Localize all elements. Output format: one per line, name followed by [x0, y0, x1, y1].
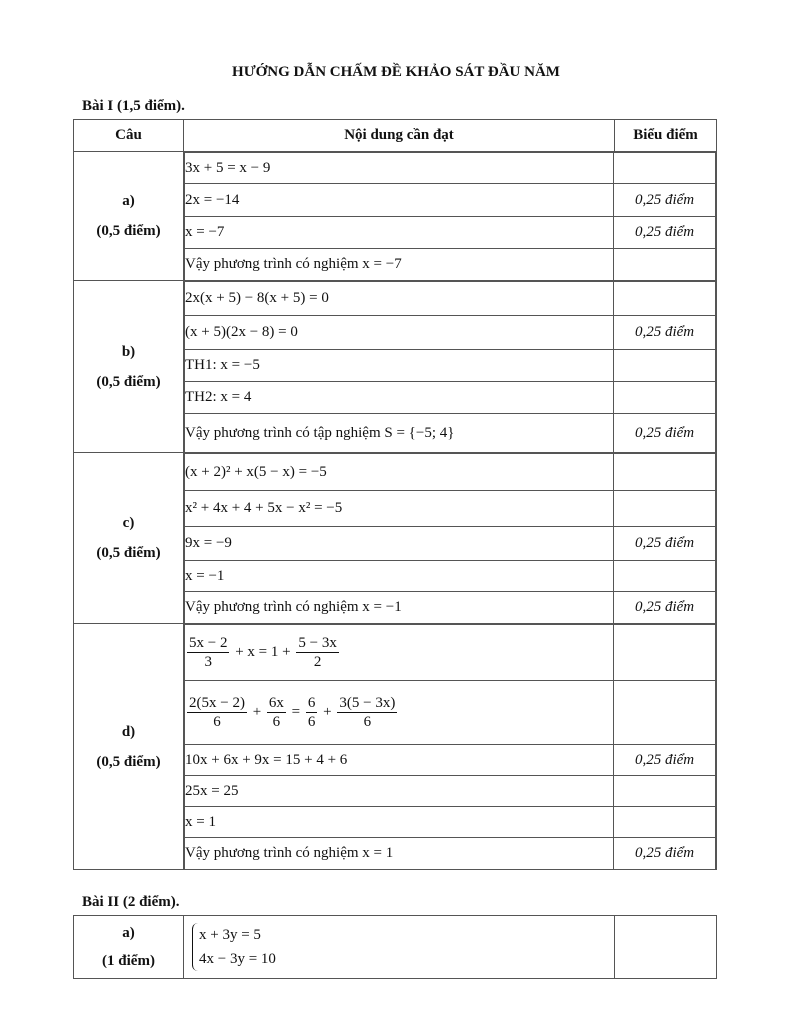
step-row — [185, 561, 716, 592]
question-d-steps — [184, 624, 716, 869]
step-row — [185, 527, 716, 561]
step-content: Vậy phương trình có tập nghiệm S = {−5; 4} — [185, 414, 614, 453]
question-label: a) — [122, 193, 135, 209]
equation-text: + x = 1 + — [235, 643, 291, 660]
step-row — [185, 350, 716, 382]
header-noi-dung: Nội dung cần đạt — [184, 120, 615, 152]
step-score: 0,25 điểm — [614, 745, 716, 776]
step-content: 2x = −14 — [185, 184, 614, 217]
fraction: $\frac{5 - 3x}{2}$ — [298, 635, 337, 670]
step-content: (x + 5)(2x − 8) = 0 — [185, 316, 614, 350]
step-score: 0,25 điểm — [614, 316, 716, 350]
step-row — [185, 249, 716, 281]
step-row — [185, 776, 716, 807]
score-cell — [615, 916, 717, 979]
step-content: x = −7 — [185, 217, 614, 249]
step-score: 0,25 điểm — [614, 592, 716, 624]
question-b-row — [74, 281, 717, 453]
step-score — [614, 491, 716, 527]
question-a-row — [74, 916, 717, 979]
section-heading-bai2: Bài II (2 điểm). — [82, 894, 180, 910]
step-content: Vậy phương trình có nghiệm x = −7 — [185, 249, 614, 281]
step-score — [614, 561, 716, 592]
question-label: a) — [122, 925, 135, 941]
equation-system-cell — [184, 916, 615, 979]
step-content — [185, 625, 614, 681]
equation-system — [192, 923, 276, 971]
step-content: x = 1 — [185, 807, 614, 838]
question-a-steps — [184, 152, 716, 280]
question-label: d) — [121, 723, 136, 740]
step-row — [185, 838, 716, 870]
fraction: $\frac{5x - 2}{3}$ — [189, 635, 228, 670]
step-score: 0,25 điểm — [614, 527, 716, 561]
step-row — [185, 282, 716, 316]
question-b-label — [74, 281, 184, 453]
bai2-table — [73, 915, 717, 979]
question-points: (0,5 điểm) — [96, 753, 161, 770]
question-points: (1 điểm) — [102, 953, 155, 969]
step-content: x = −1 — [185, 561, 614, 592]
step-content: 3x + 5 = x − 9 — [185, 153, 614, 184]
step-row — [185, 454, 716, 491]
fraction: $\frac{3(5 - 3x)}{6}$ — [339, 695, 396, 730]
question-d-row — [74, 624, 717, 870]
question-b-steps — [184, 281, 716, 452]
question-points: (0,5 điểm) — [96, 545, 161, 561]
header-bieu-diem: Biểu điểm — [615, 120, 717, 152]
step-score — [614, 350, 716, 382]
bai2-question-a-label — [74, 916, 184, 979]
question-a-label — [74, 152, 184, 281]
step-content: TH2: x = 4 — [185, 382, 614, 414]
question-c-label — [74, 453, 184, 624]
step-score — [614, 382, 716, 414]
question-c-steps — [184, 453, 716, 623]
step-content: $\frac{2(5x - 2)}{6}$ + $\frac{6x}{6}$ = $\frac{6}{6}$ + $\frac{3(5 - 3x)}{6}$ — [185, 681, 614, 745]
step-row — [185, 807, 716, 838]
step-row — [185, 217, 716, 249]
question-a-row — [74, 152, 717, 281]
system-equation: x + 3y = 5 — [199, 927, 261, 943]
step-row — [185, 382, 716, 414]
step-content: 25x = 25 — [185, 776, 614, 807]
header-cau: Câu — [74, 120, 184, 152]
step-row — [185, 745, 716, 776]
step-row — [185, 184, 716, 217]
step-row — [185, 153, 716, 184]
step-row — [185, 592, 716, 624]
question-points: (0,5 điểm) — [96, 223, 161, 239]
step-content: Vậy phương trình có nghiệm x = 1 — [185, 838, 614, 870]
step-content: 10x + 6x + 9x = 15 + 4 + 6 — [185, 745, 614, 776]
step-row — [185, 681, 716, 745]
step-row — [185, 491, 716, 527]
step-content: Vậy phương trình có nghiệm x = −1 — [185, 592, 614, 624]
step-score — [614, 776, 716, 807]
step-score — [614, 249, 716, 281]
step-content: (x + 2)² + x(5 − x) = −5 — [185, 454, 614, 491]
question-label: c) — [122, 515, 135, 531]
question-label: b) — [121, 343, 136, 360]
page-title: HƯỚNG DẪN CHẤM ĐỀ KHẢO SÁT ĐẦU NĂM — [232, 64, 560, 80]
fraction: $\frac{2(5x - 2)}{6}$ — [189, 695, 245, 730]
bai1-table — [73, 119, 717, 870]
question-points: (0,5 điểm) — [96, 373, 161, 390]
section-heading-bai1: Bài I (1,5 điểm). — [82, 98, 185, 114]
question-c-row — [74, 453, 717, 624]
step-content: x² + 4x + 4 + 5x − x² = −5 — [185, 491, 614, 527]
step-row — [185, 414, 716, 453]
step-score — [614, 153, 716, 184]
question-d-label — [74, 624, 184, 870]
step-row — [185, 316, 716, 350]
table-header-row — [74, 120, 717, 152]
system-equation: 4x − 3y = 10 — [199, 951, 276, 967]
step-score — [614, 454, 716, 491]
step-content: 2x(x + 5) − 8(x + 5) = 0 — [185, 282, 614, 316]
step-score: 0,25 điểm — [614, 414, 716, 453]
step-score — [614, 282, 716, 316]
step-score: 0,25 điểm — [614, 184, 716, 217]
fraction: $\frac{6}{6}$ — [307, 695, 316, 730]
step-content: TH1: x = −5 — [185, 350, 614, 382]
step-content: 9x = −9 — [185, 527, 614, 561]
step-score: 0,25 điểm — [614, 217, 716, 249]
step-row — [185, 625, 716, 681]
step-score — [614, 807, 716, 838]
step-score: 0,25 điểm — [614, 838, 716, 870]
fraction: $\frac{6x}{6}$ — [268, 695, 284, 730]
